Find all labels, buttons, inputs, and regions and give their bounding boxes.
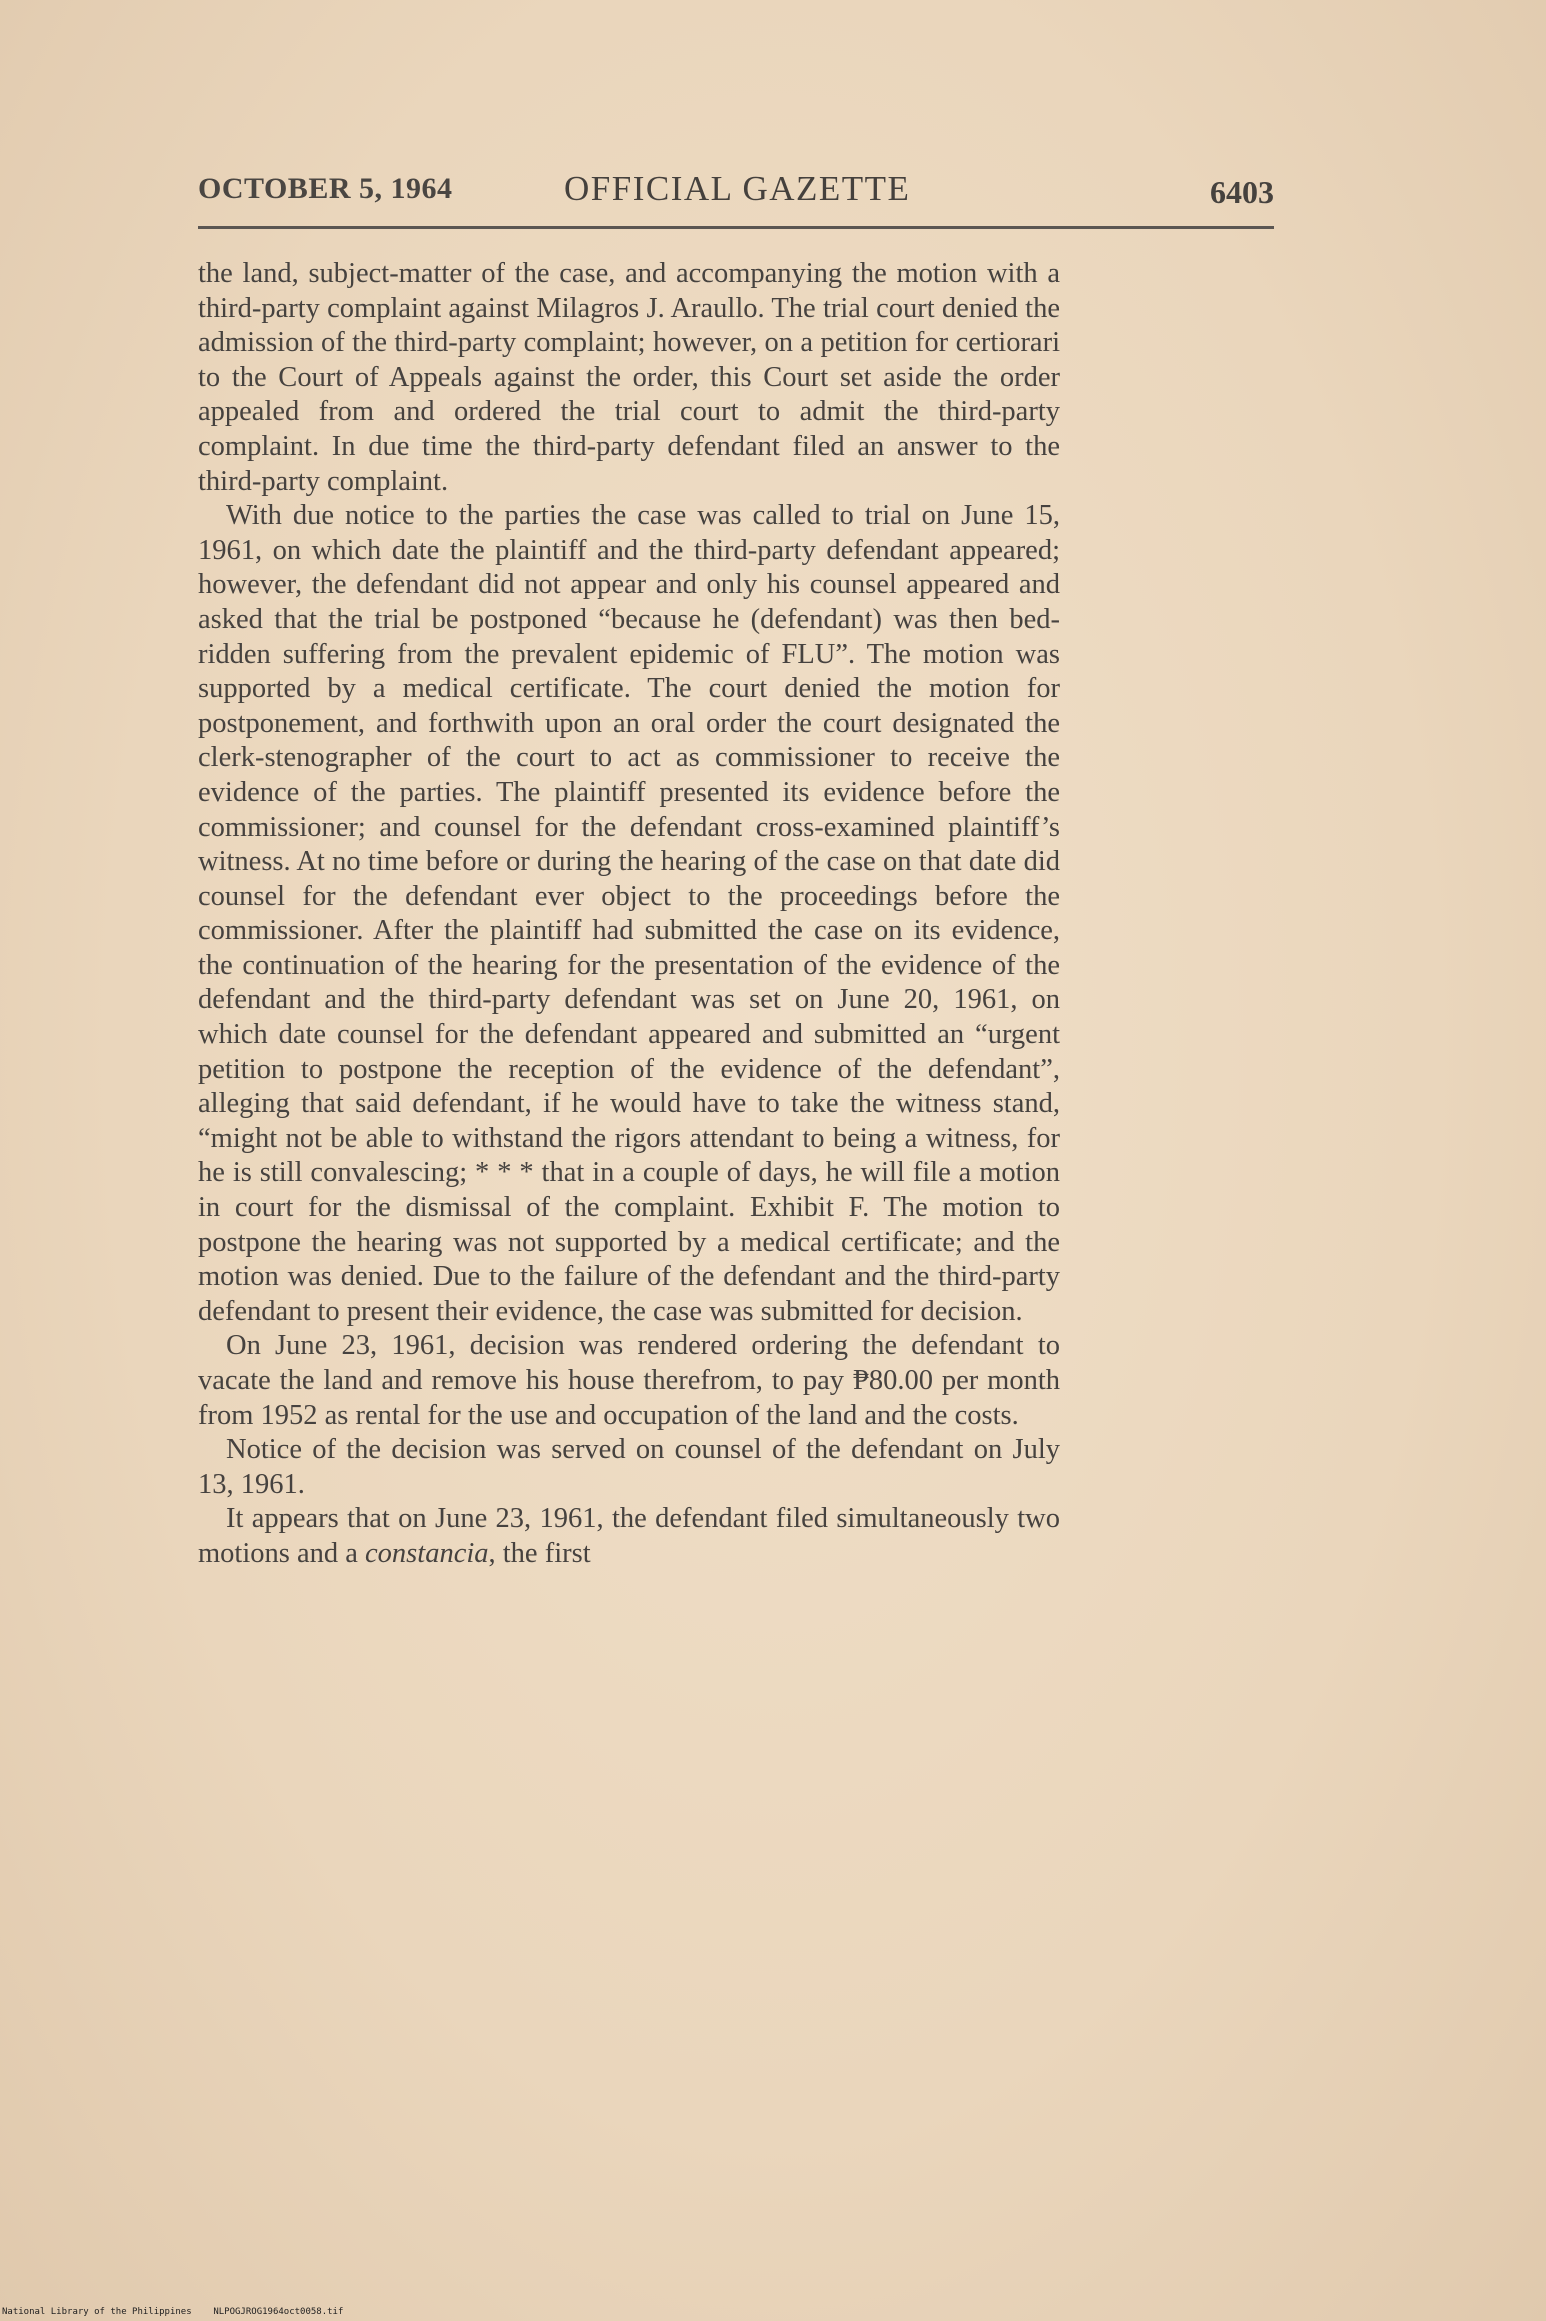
paragraph-2: With due notice to the parties the case was called to trial on June 15, 1961, on which date the plaintiff and the third-party defendant appeared; however, the defendant did not appear and only his counsel appeared and asked that the trial be postponed “because he (defendant) was then bed-ridden suffering from the prevalent epidemic of FLU”. The motion was supported by a medical certificate. The court denied the motion for postponement, and forthwith upon an oral order the court designated the clerk-stenographer of the court to act as commissioner to receive the evidence of the parties. The plaintiff presented its evidence before the commissioner; and counsel for the defendant cross-examined plaintiff’s witness. At no time before or during the hearing of the case on that date did counsel for the defendant ever object to the proceedings before the commissioner. After the plaintiff had submitted the case on its evidence, the continuation of the hearing for the presentation of the evidence of the defendant and the third-party defendant was set on June 20, 1961, on which date counsel for the defendant appeared and submitted an “urgent petition to postpone the reception of the evidence of the defendant”, alleging that said defendant, if he would have to take the witness stand, “might not be able to withstand the rigors attendant to being a witness, for he is still convalescing; * * * that in a couple of days, he will file a motion in court for the dismissal of the complaint. Exhibit F. The motion to postpone the hearing was not supported by a medical certificate; and the motion was denied. Due to the failure of the defendant and the third-party defendant to present their evidence, the case was submitted for decision. (198, 500, 1060, 1327)
footer-library: National Library of the Philippines (2, 2307, 192, 2317)
paragraph-5-italic: constancia (365, 1537, 489, 1569)
paragraph-1: the land, subject-matter of the case, and accompanying the motion with a third-party complaint against Milagros J. Araullo. The trial court denied the admission of the third-party complaint; however, on a petition for certiorari to the Court of Appeals against the order, this Court set aside the order appealed from and ordered the trial court to admit the third-party complaint. In due time the third-party defendant filed an answer to the third-party complaint. (198, 258, 1060, 497)
header-rule (198, 226, 1274, 229)
paragraph-5 (198, 1502, 1060, 1571)
paragraph-5-text: It appears that on June 23, 1961, the defendant filed simultaneously two motions and a (198, 1503, 1060, 1569)
paragraph-5-tail: , the first (488, 1537, 591, 1569)
footer-filename: NLPOGJROG1964oct0058.tif (213, 2307, 344, 2317)
page-number: 6403 (1210, 174, 1274, 210)
article-body (198, 257, 1060, 1572)
paragraph-3: On June 23, 1961, decision was rendered ordering the defendant to vacate the land and remove his house therefrom, to pay ₱80.00 per month from 1952 as rental for the use and occupation of the land and the costs. (198, 1330, 1060, 1431)
publication-title: OFFICIAL GAZETTE (564, 169, 911, 208)
scan-footer (2, 2307, 343, 2317)
issue-date: OCTOBER 5, 1964 (198, 172, 453, 205)
page-header (198, 169, 1274, 220)
paragraph-4: Notice of the decision was served on counsel of the defendant on July 13, 1961. (198, 1434, 1060, 1500)
